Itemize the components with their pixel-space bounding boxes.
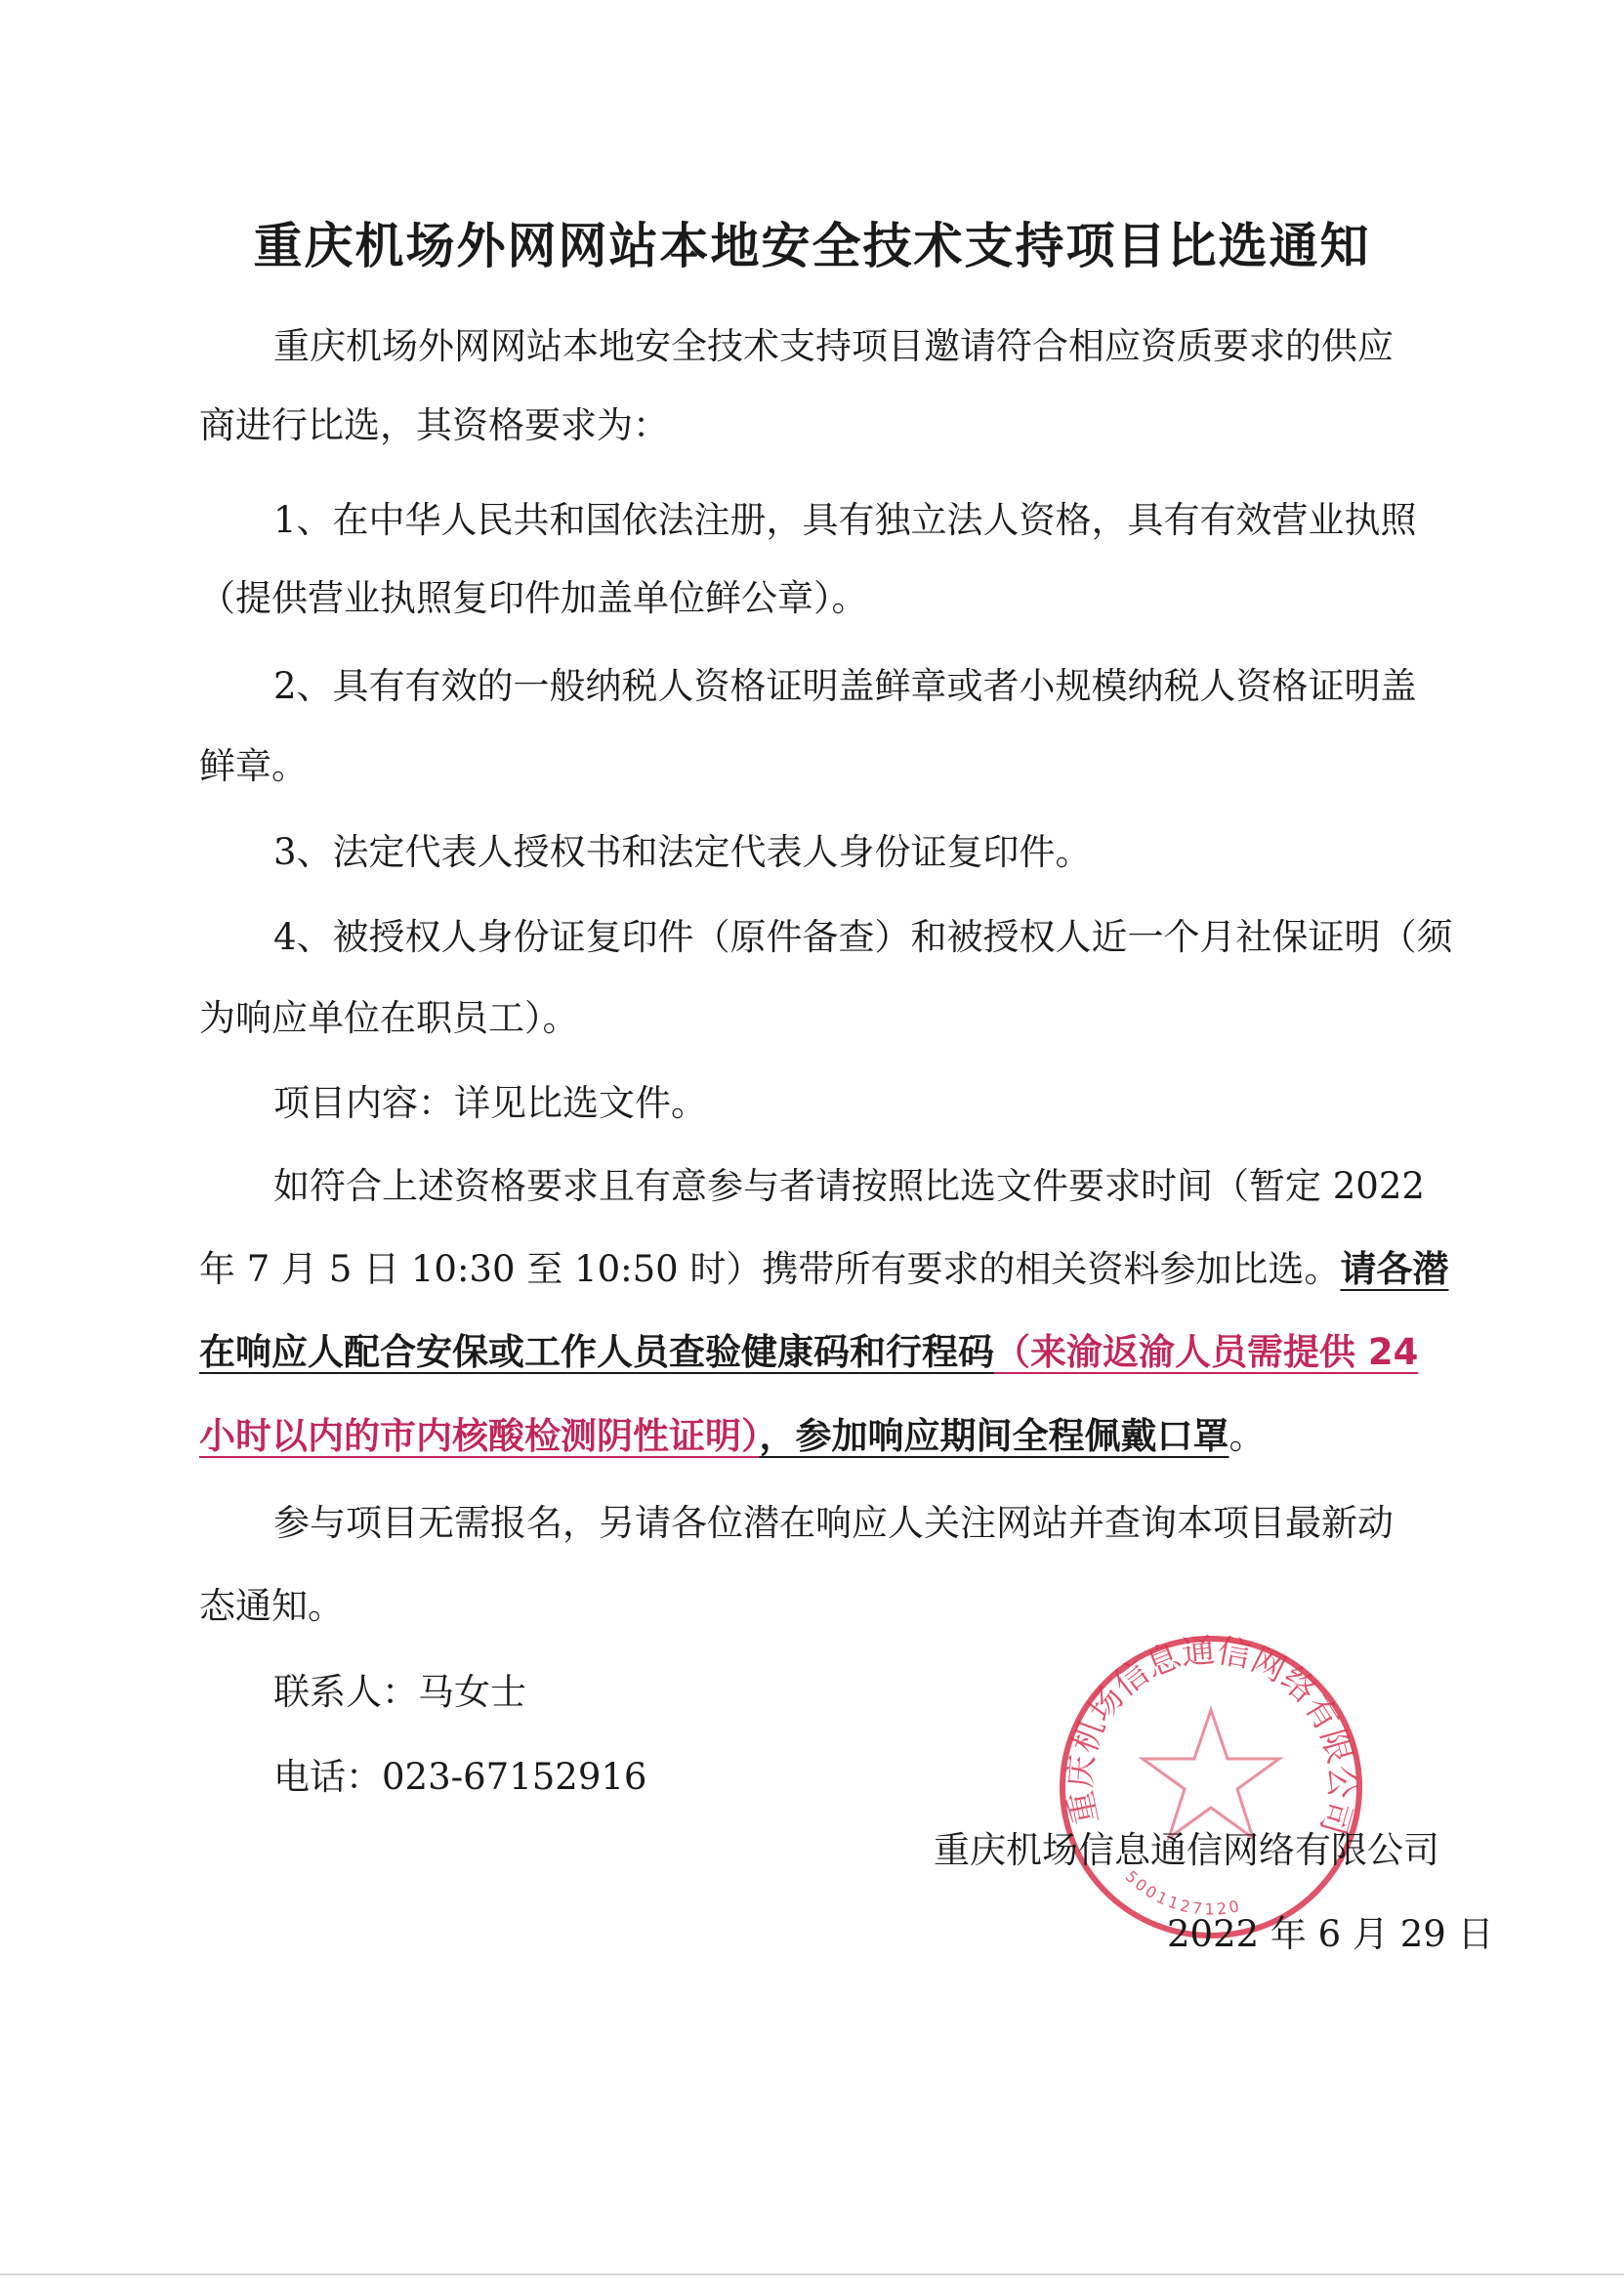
document-title: 重庆机场外网网站本地安全技术支持项目比选通知	[253, 218, 1371, 274]
notice-line-2-plain: 年 7 月 5 日 10:30 至 10:50 时）携带所有要求的相关资料参加比选。	[199, 1248, 1341, 1290]
scan-edge-divider	[0, 2273, 1624, 2275]
contact-phone: 电话：023-67152916	[273, 1756, 647, 1798]
requirement-1-line-1: 1、在中华人民共和国依法注册，具有独立法人资格，具有有效营业执照	[273, 499, 1417, 541]
signature-company: 重庆机场信息通信网络有限公司	[934, 1829, 1439, 1871]
requirement-2-line-1: 2、具有有效的一般纳税人资格证明盖鲜章或者小规模纳税人资格证明盖	[273, 665, 1417, 707]
notice-line-4-emphasis: ，参加响应期间全程佩戴口罩	[759, 1415, 1229, 1457]
requirement-3-line-1: 3、法定代表人授权书和法定代表人身份证复印件。	[273, 831, 1092, 873]
signature-date: 2022 年 6 月 29 日	[1167, 1913, 1494, 1955]
notice-line-3-emphasis: 在响应人配合安保或工作人员查验健康码和行程码	[199, 1331, 994, 1373]
intro-line-1: 重庆机场外网网站本地安全技术支持项目邀请符合相应资质要求的供应	[273, 325, 1394, 367]
notice-line-4-end: 。	[1228, 1415, 1266, 1457]
followup-line-1: 参与项目无需报名，另请各位潜在响应人关注网站并查询本项目最新动	[273, 1502, 1394, 1544]
requirement-2-line-2: 鲜章。	[199, 745, 308, 787]
requirement-4-line-2: 为响应单位在职员工）。	[199, 997, 579, 1039]
notice-line-1: 如符合上述资格要求且有意参与者请按照比选文件要求时间（暂定 2022	[273, 1165, 1425, 1207]
intro-line-2: 商进行比选，其资格要求为：	[199, 404, 669, 446]
followup-line-2: 态通知。	[199, 1585, 344, 1627]
requirement-4-line-1: 4、被授权人身份证复印件（原件备查）和被授权人近一个月社保证明（须	[273, 916, 1453, 958]
notice-line-4	[199, 1412, 1469, 1461]
requirement-1-line-2: （提供营业执照复印件加盖单位鲜公章）。	[199, 577, 868, 619]
seal-star-icon	[1143, 1710, 1279, 1838]
notice-line-3-red: （来渝返渝人员需提供 24	[994, 1331, 1419, 1373]
contact-person: 联系人：马女士	[273, 1671, 526, 1713]
notice-line-2	[199, 1245, 1469, 1294]
notice-line-4-red: 小时以内的市内核酸检测阴性证明）	[199, 1415, 760, 1457]
seal-lettering: 重庆机场信息通信网络有限公司	[1061, 1631, 1361, 1840]
company-seal	[1050, 1626, 1372, 1948]
notice-line-2-emphasis: 请各潜	[1340, 1248, 1449, 1290]
notice-line-3	[199, 1328, 1469, 1377]
seal-code: 5001127120	[1121, 1866, 1244, 1919]
project-content-line: 项目内容：详见比选文件。	[273, 1082, 707, 1124]
